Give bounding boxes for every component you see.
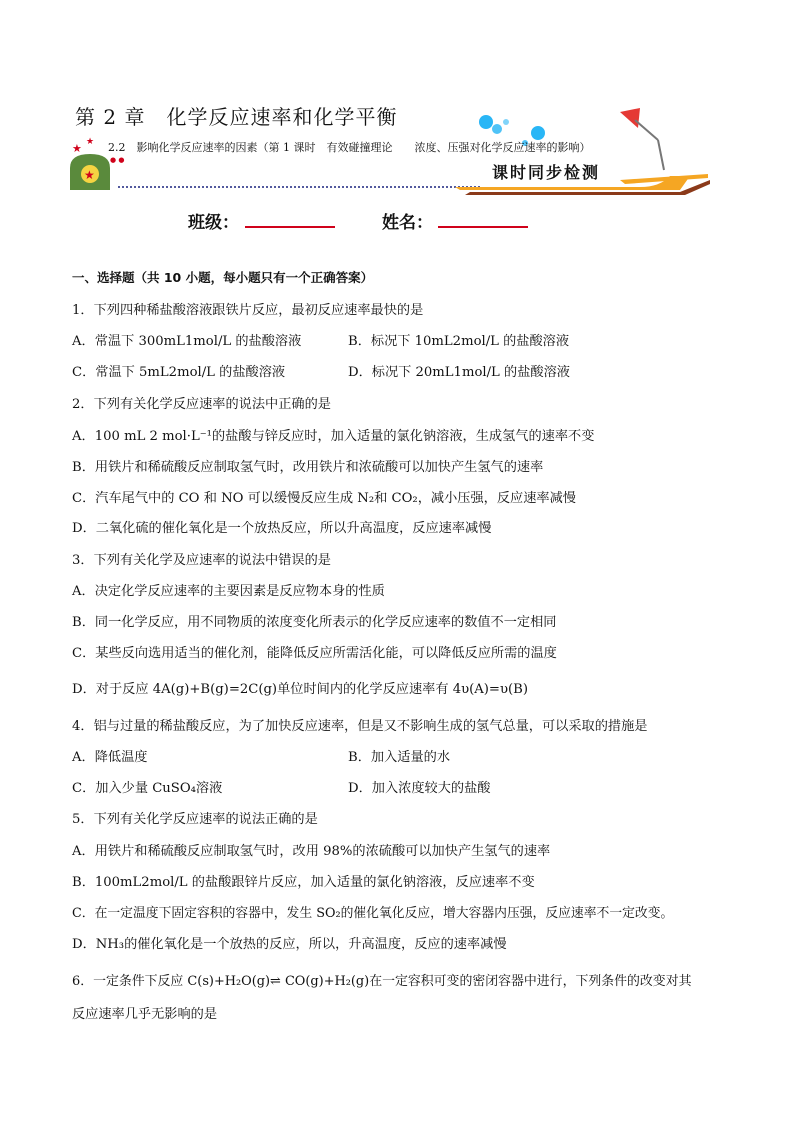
class-label: 班级： (188, 213, 239, 233)
question-1-option-c: C．常温下 5mL2mol/L 的盐酸溶液 (72, 365, 286, 380)
class-input-line[interactable] (245, 208, 335, 228)
name-label: 姓名： (382, 213, 433, 233)
decor-dot (479, 115, 493, 129)
question-4-option-c: C．加入少量 CuSO₄溶液 (72, 781, 223, 796)
svg-text:● ●: ● ● (110, 156, 125, 164)
decor-dot (531, 126, 545, 140)
question-3-option-b: B．同一化学反应，用不同物质的浓度变化所表示的化学反应速率的数值不一定相同 (72, 615, 557, 630)
question-2-option-d: D．二氧化硫的催化氧化是一个放热反应，所以升高温度，反应速率减慢 (72, 521, 492, 536)
question-3-stem: 3．下列有关化学及应速率的说法中错误的是 (72, 553, 331, 568)
question-4-option-d: D．加入浓度较大的盐酸 (348, 781, 491, 796)
question-2-option-a: A．100 mL 2 mol·L⁻¹的盐酸与锌反应时，加入适量的氯化钠溶液，生成氢气的速率不变 (72, 429, 595, 444)
svg-text:★: ★ (72, 142, 82, 155)
lamp-icon (620, 108, 664, 170)
chapter-title: 第 2 章 化学反应速率和化学平衡 (75, 105, 398, 129)
banner-label: 课时同步检测 (492, 163, 601, 182)
question-5-option-c: C．在一定温度下固定容积的容器中，发生 SO₂的催化氧化反应，增大容器内压强，反应速率不一定改变。 (72, 906, 674, 921)
question-5-option-b: B．100mL2mol/L 的盐酸跟锌片反应，加入适量的氯化钠溶液，反应速率不变 (72, 875, 535, 890)
question-1-stem: 1．下列四种稀盐酸溶液跟铁片反应，最初反应速率最快的是 (72, 303, 424, 318)
question-1-option-d: D．标况下 20mL1mol/L 的盐酸溶液 (348, 365, 570, 380)
question-1-option-a: A．常温下 300mL1mol/L 的盐酸溶液 (72, 334, 302, 349)
decor-dot (492, 124, 502, 134)
question-3-option-d: D．对于反应 4A(g)+B(g)=2C(g)单位时间内的化学反应速率有 4υ(A)=υ(B) (72, 682, 528, 697)
question-4-stem: 4．铝与过量的稀盐酸反应，为了加快反应速率，但是又不影响生成的氢气总量，可以采取的措施是 (72, 719, 648, 734)
question-4-option-a: A．降低温度 (72, 750, 148, 765)
question-2-option-b: B．用铁片和稀硫酸反应制取氢气时，改用铁片和浓硫酸可以加快产生氢气的速率 (72, 460, 544, 475)
section-header: 一、选择题（共 10 小题，每小题只有一个正确答案） (72, 270, 374, 285)
question-6-stem-line-1: 6．一定条件下反应 C(s)+H₂O(g)⇌ CO(g)+H₂(g)在一定容积可变的密闭容器中进行，下列条件的改变对其 (72, 974, 692, 989)
svg-text:★: ★ (86, 137, 95, 147)
question-1-option-b: B．标况下 10mL2mol/L 的盐酸溶液 (348, 334, 570, 349)
question-3-option-c: C．某些反向选用适当的催化剂，能降低反应所需活化能，可以降低反应所需的温度 (72, 646, 557, 661)
question-5-stem: 5．下列有关化学反应速率的说法正确的是 (72, 812, 318, 827)
svg-text:★: ★ (84, 168, 95, 182)
question-4-option-b: B．加入适量的水 (348, 750, 451, 765)
decor-dot (503, 119, 509, 125)
question-2-option-c: C．汽车尾气中的 CO 和 NO 可以缓慢反应生成 N₂和 CO₂，减小压强，反应速率减慢 (72, 491, 576, 506)
lesson-subtitle: 2.2 影响化学反应速率的因素（第 1 课时 有效碰撞理论 浓度、压强对化学反应速率的影响） (108, 141, 591, 154)
question-5-option-d: D．NH₃的催化氧化是一个放热的反应，所以，升高温度，反应的速率减慢 (72, 937, 507, 952)
question-5-option-a: A．用铁片和稀硫酸反应制取氢气时，改用 98%的浓硫酸可以加快产生氢气的速率 (72, 844, 551, 859)
question-3-option-a: A．决定化学反应速率的主要因素是反应物本身的性质 (72, 584, 385, 599)
question-6-stem-line-2: 反应速率几乎无影响的是 (72, 1007, 218, 1022)
question-2-stem: 2．下列有关化学反应速率的说法中正确的是 (72, 397, 331, 412)
name-input-line[interactable] (438, 208, 528, 228)
